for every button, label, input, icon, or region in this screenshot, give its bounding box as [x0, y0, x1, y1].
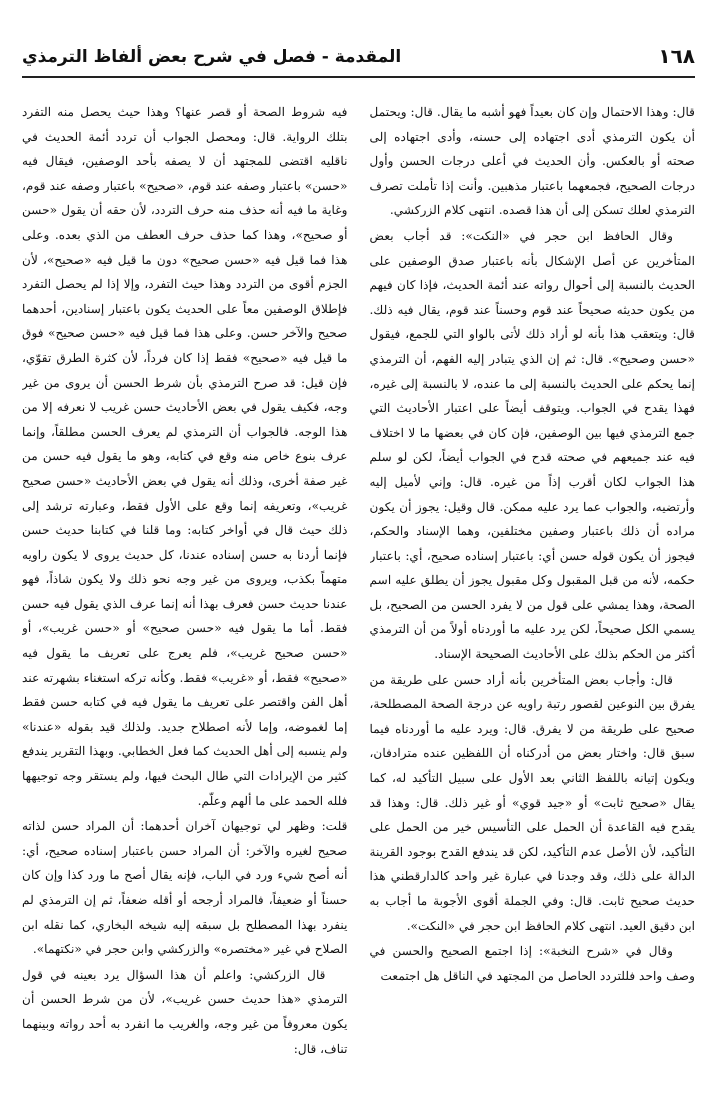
paragraph: وقال الحافظ ابن حجر في «النكت»: قد أجاب بعض المتأخرين عن أصل الإشكال بأنه باعتبار صدق الوصفين على الحديث بالنسبة إلى أحوال رواته عند أئمة الحديث، فإذا كان فيهم من يكون حديثه صحيحاً عند قوم وحسناً عند قوم، يقال فيه ذلك. قال: ويتعقب هذا بأنه لو أراد ذلك لأتى بالواو التي للجمع، فيقول «حسن وصحيح». قال: ثم إن الذي يتبادر إليه الفهم، أن الترمذي إنما يحكم على الحديث بالنسبة إلى ما عنده، لا بالنسبة إلى غيره، فهذا يقدح في الجواب. ويتوقف أيضاً على اعتبار الأحاديث التي جمع الترمذي فيها بين الوصفين، فإن كان في بعضها ما لا اختلاف فيه عند جميعهم في صحته قدح في الجواب أيضاً، لكن لو سلم هذا الجواب لكان أقرب إذاً من غيره. قال: وإني لأميل إليه وأرتضيه، والجواب عما يرد عليه ممكن. قال وقيل: يجوز أن يكون مراده أن ذلك باعتبار وصفين مختلفين، وهما الإسناد والحكم، فيجوز أن يكون قوله حسن أي: باعتبار إسناده صحيح، أي: باعتبار حكمه، لأنه من قبل المقبول وكل مقبول يجوز أن يطلق عليه اسم الصحة، وهذا يمشي على قول من لا يفرد الحسن من الصحيح، بل يسمي الكل صحيحاً، لكن يرد عليه ما أوردناه أولاً من أن الترمذي أكثر من الحكم بذلك على الأحاديث الصحيحة الإسناد. — [369, 228, 695, 662]
page-number: ١٦٨ — [658, 44, 695, 68]
right-column — [370, 100, 696, 1095]
page-header — [22, 34, 695, 74]
paragraph: فيه شروط الصحة أو قصر عنها؟ وهذا حيث يحصل منه التفرد بتلك الرواية. قال: ومحصل الجواب أن تردد أئمة الحديث في ناقليه اقتضى للمجتهد أن لا يصفه بأحد الوصفين، فيقال فيه «حسن» باعتبار وصفه عند قوم، «صحيح» باعتبار وصفه عند قوم، وغاية ما فيه أنه حذف منه حرف التردد، لأن حقه أن يقول «حسن أو صحيح»، وهذا كما حذف حرف العطف من الذي بعده. وعلى هذا فما قيل فيه «حسن صحيح» دون ما قيل فيه «صحيح»، لأن الجزم أقوى من التردد وهذا حيث التفرد، وإلا إذا لم يحصل التفرد فإطلاق الوصفين معاً على الحديث يكون باعتبار إسنادين، أحدهما صحيح والآخر حسن. وعلى هذا فما قيل فيه «حسن صحيح» فوق ما قيل فيه «صحيح» فقط إذا كان فرداً، لأن كثرة الطرق تقوّي، فإن قيل: قد صرح الترمذي بأن شرط الحسن أن يروى من غير وجه، فكيف يقول في بعض الأحاديث حسن غريب لا نعرفه إلا من هذا الوجه. فالجواب أن الترمذي لم يعرف الحسن مطلقاً، وإنما عرف بنوع خاص منه وقع في كتابه، وهو ما يقول فيه حسن من غير صفة أخرى، وذلك أنه يقول في بعض الأحاديث «حسن صحيح غريب»، وتعريفه إنما وقع على الأول فقط، وعبارته ترشد إلى ذلك حيث قال في أواخر كتابه: وما قلنا في كتابنا حديث حسن فإنما أردنا به حسن إسناده عندنا، كل حديث يروى لا يكون راويه متهماً بكذب، ويروى من غير وجه نحو ذلك ولا يكون شاذاً، فهو عندنا حديث حسن فعرف بهذا أنه إنما عرف الذي يقول فيه حسن فقط. أما ما يقول فيه «حسن صحيح» أو «حسن غريب»، أو «حسن صحيح غريب»، فلم يعرج على تعريف ما يقول فيه «صحيح» فقط، أو «غريب» فقط. وكأنه تركه استغناء بشهرته عند أهل الفن واقتصر على تعريف ما يقول فيه في كتابه حسن فقط إما لغموضه، وإما لأنه اصطلاح جديد. ولذلك قيد بقوله «عندنا» ولم ينسبه إلى أهل الحديث كما فعل الخطابي. وبهذا التقرير يندفع كثير من الإيرادات التي طال البحث فيها، ولم يستقر وجه توجيهها فلله الحمد على ما ألهم وعلّم. — [22, 105, 348, 808]
left-column — [22, 100, 348, 1095]
header-divider — [22, 76, 695, 78]
paragraph: قلت: وظهر لي توجيهان آخران أحدهما: أن المراد حسن لذاته صحيح لغيره والآخر: أن المراد حسن باعتبار إسناده صحيح، أي: أنه أصح شيء ورد في الباب، فإنه يقال أصح ما ورد كذا وإن كان حسناً أو ضعيفاً، فالمراد أرجحه أو أقله ضعفاً، ثم إن الترمذي لم ينفرد بهذا المصطلح بل سبقه إليه شيخه البخاري، كما نقله ابن الصلاح في غير «مختصره» والزركشي وابن حجر في «نكتهما». — [22, 819, 348, 957]
text-columns — [22, 100, 695, 1095]
paragraph: قال: وهذا الاحتمال وإن كان بعيداً فهو أشبه ما يقال. قال: ويحتمل أن يكون الترمذي أدى اجتهاده إلى حسنه، وأدى اجتهاده إلى صحته أو بالعكس. وأن الحديث في أعلى درجات الحسن وأول درجات الصحيح، فجمعهما باعتبار مذهبين. وأنت إذا تأملت تصرف الترمذي لعلك تسكن إلى أن هذا قصده. انتهى كلام الزركشي. — [369, 105, 695, 218]
running-title: المقدمة - فصل في شرح بعض ألفاظ الترمذي — [22, 47, 402, 67]
paragraph: قال: وأجاب بعض المتأخرين بأنه أراد حسن على طريقة من يفرق بين النوعين لقصور رتبة راويه عن درجة الصحة المصطلحة، صحيح على طريقة من لا يفرق. قال: ويرد عليه ما أوردناه فيما سبق قال: واختار بعض من أدركناه أن اللفظين عنده مترادفان، ويكون إتيانه باللفظ الثاني بعد الأول على سبيل التأكيد له، كما يقال «صحيح ثابت» أو «جيد قوي» أو غير ذلك. قال: وهذا قد يقدح فيه القاعدة أن الحمل على التأسيس خير من الحمل على التأكيد، لأن الأصل عدم التأكيد، لكن قد يندفع القدح بوجود القرينة الدالة على ذلك، وقد وجدنا في عبارة غير واحد كالدارقطني هذا حديث صحيح ثابت. قال: وفي الجملة أقوى الأجوبة ما أجاب به ابن دقيق العيد. انتهى كلام الحافظ ابن حجر في «النكت». — [369, 672, 695, 933]
paragraph: وقال في «شرح النخبة»: إذا اجتمع الصحيح والحسن في وصف واحد فللتردد الحاصل من المجتهد في الناقل هل اجتمعت — [369, 944, 695, 983]
paragraph: قال الزركشي: واعلم أن هذا السؤال يرد بعينه في قول الترمذي «هذا حديث حسن غريب»، لأن من شرط الحسن أن يكون معروفاً من غير وجه، والغريب ما انفرد به أحد رواته وبينهما تناف، قال: — [22, 967, 348, 1056]
